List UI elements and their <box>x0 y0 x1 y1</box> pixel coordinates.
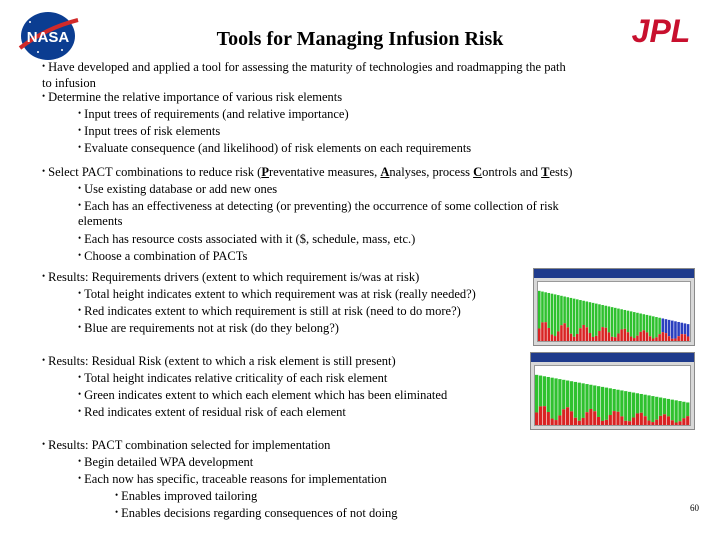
bar-segment <box>562 380 565 409</box>
bar-segment <box>605 388 608 420</box>
bar-segment <box>667 399 670 416</box>
bar-segment <box>593 411 596 425</box>
bullet-icon: • <box>42 355 46 365</box>
bar-segment <box>630 311 633 336</box>
bar-segment <box>624 391 627 421</box>
bullet-icon: • <box>78 372 82 382</box>
bar-segment <box>620 329 623 341</box>
bullet-icon: • <box>42 271 46 281</box>
bar-segment <box>647 395 650 420</box>
bar-segment <box>576 334 579 341</box>
bar-segment <box>608 332 611 341</box>
bar-segment <box>563 323 566 341</box>
bar-segment <box>682 418 685 425</box>
bar-segment <box>684 334 687 341</box>
bar-segment <box>551 294 554 335</box>
bar-segment <box>620 309 623 329</box>
bar-segment <box>628 392 631 421</box>
sub-sub-bullet: • Enables improved tailoring <box>115 489 258 503</box>
bar-segment <box>605 306 608 328</box>
bar-segment <box>582 383 585 418</box>
bar-segment <box>678 421 681 425</box>
bar-segment <box>674 321 677 338</box>
bar-segment <box>543 376 546 406</box>
bullet-residual-risk: • Results: Residual Risk (extent to which a risk element is still present) <box>42 354 396 368</box>
bar-segment <box>686 402 689 416</box>
bullet-pact: • Select PACT combinations to reduce risk (Preventative measures, Analyses, process Controls and Tests) <box>42 165 573 179</box>
bullet-icon: • <box>42 439 46 449</box>
bar-segment <box>658 334 661 341</box>
bar-segment <box>570 381 573 411</box>
bar-segment <box>554 294 557 336</box>
bar-segment <box>652 316 655 338</box>
bar-segment <box>613 389 616 411</box>
bar-segment <box>655 317 658 337</box>
bullet-requirements-drivers: • Results: Requirements drivers (extent to which requirement is/was at risk) <box>42 270 420 284</box>
bar-segment <box>570 411 573 425</box>
bar-segment <box>647 421 650 425</box>
requirements-drivers-screenshot <box>533 268 695 346</box>
sub-bullet: • Total height indicates extent to which requirement was at risk (really needed?) <box>78 287 476 301</box>
bar-segment <box>663 398 666 414</box>
bullet-icon: • <box>78 389 82 399</box>
bar-segment <box>567 327 570 341</box>
chart-area <box>537 281 691 342</box>
bar-segment <box>609 415 612 425</box>
bar-segment <box>633 338 636 341</box>
bar-segment <box>684 323 687 334</box>
bar-segment <box>639 314 642 332</box>
bar-segment <box>646 315 649 332</box>
bar-segment <box>598 331 601 341</box>
bullet-icon: • <box>78 142 82 152</box>
bar-segment <box>544 322 547 341</box>
bar-segment <box>595 304 598 336</box>
bar-segment <box>578 383 581 421</box>
bar-segment <box>605 420 608 425</box>
bar-segment <box>671 321 674 339</box>
bar-segment <box>677 322 680 336</box>
bar-segment <box>573 299 576 337</box>
sub-bullet: • Choose a combination of PACTs <box>78 249 248 263</box>
bar-segment <box>620 416 623 425</box>
sub-bullet: • Evaluate consequence (and likelihood) of risk elements on each requirements <box>78 141 472 155</box>
bar-segment <box>541 322 544 341</box>
bar-segment <box>620 390 623 416</box>
bar-segment <box>576 299 579 334</box>
bar-segment <box>547 412 550 425</box>
bar-segment <box>586 327 589 341</box>
bar-segment <box>589 302 592 333</box>
bar-segment <box>665 319 668 333</box>
bullet-icon: • <box>115 507 119 517</box>
bar-segment <box>589 409 592 425</box>
bullet-icon: • <box>78 250 82 260</box>
bar-segment <box>592 303 595 337</box>
window-titlebar <box>534 269 694 278</box>
bar-segment <box>548 293 551 328</box>
bar-segment <box>570 298 573 334</box>
bar-segment <box>677 336 680 341</box>
bullet-icon: • <box>115 490 119 500</box>
bar-segment <box>682 402 685 418</box>
bullet-icon: • <box>78 456 82 466</box>
bar-segment <box>624 310 627 329</box>
bar-segment <box>630 337 633 341</box>
bar-segment <box>557 295 560 331</box>
bar-segment <box>592 337 595 341</box>
bar-segment <box>639 332 642 341</box>
bar-segment <box>547 377 550 412</box>
bar-segment <box>582 325 585 341</box>
page-number: 60 <box>690 503 699 513</box>
bar-segment <box>585 412 588 425</box>
bar-segment <box>627 311 630 333</box>
bar-segment <box>662 332 665 341</box>
bullet-icon: • <box>78 200 82 210</box>
bullet-icon: • <box>78 473 82 483</box>
bar-segment <box>686 416 689 425</box>
bar-segment <box>560 296 563 325</box>
bar-segment <box>585 384 588 412</box>
bar-segment <box>659 398 662 416</box>
bar-segment <box>649 316 652 337</box>
sub-bullet: • Blue are requirements not at risk (do they belong?) <box>78 321 339 335</box>
bullet-icon: • <box>78 233 82 243</box>
bar-segment <box>597 386 600 417</box>
bar-segment <box>538 328 541 341</box>
bar-segment <box>658 318 661 334</box>
bar-segment <box>578 421 581 425</box>
bar-segment <box>644 395 647 417</box>
bar-segment <box>617 309 620 334</box>
bar-segment <box>671 400 674 421</box>
bullet-icon: • <box>78 108 82 118</box>
bar-segment <box>640 413 643 425</box>
bar-segment <box>558 379 561 415</box>
bar-segment <box>570 334 573 341</box>
bar-segment <box>560 325 563 341</box>
bar-segment <box>601 387 604 421</box>
slide-title: Tools for Managing Infusion Risk <box>216 28 504 50</box>
bar-segment <box>651 396 654 422</box>
bar-segment <box>573 337 576 341</box>
bar-segment <box>562 409 565 425</box>
bullet-icon: • <box>78 305 82 315</box>
sub-bullet: • Each now has specific, traceable reasons for implementation <box>78 472 387 486</box>
bar-segment <box>636 393 639 413</box>
bar-segment <box>544 292 547 322</box>
sub-bullet: • Red indicates extent of residual risk of each element <box>78 405 346 419</box>
bar-segment <box>632 393 635 418</box>
requirements-bars <box>538 282 690 341</box>
bar-segment <box>668 336 671 341</box>
bar-segment <box>652 339 655 341</box>
bar-segment <box>649 336 652 341</box>
bar-segment <box>616 412 619 425</box>
bullet-icon: • <box>78 183 82 193</box>
window-titlebar <box>531 353 694 362</box>
bar-segment <box>579 328 582 341</box>
bullet-icon: • <box>78 125 82 135</box>
bar-segment <box>678 401 681 421</box>
bar-segment <box>662 318 665 332</box>
bar-segment <box>566 381 569 408</box>
bar-segment <box>636 313 639 336</box>
bar-segment <box>554 336 557 341</box>
bar-segment <box>636 413 639 425</box>
bar-segment <box>663 414 666 425</box>
bar-segment <box>586 301 589 327</box>
bar-segment <box>554 378 557 420</box>
bar-segment <box>563 297 566 324</box>
bar-segment <box>681 334 684 341</box>
bar-segment <box>611 307 614 337</box>
bullet-pact-selected: • Results: PACT combination selected for implementation <box>42 438 331 452</box>
bar-segment <box>601 305 604 327</box>
bar-segment <box>633 312 636 338</box>
bar-segment <box>636 336 639 341</box>
bar-segment <box>548 328 551 341</box>
bar-segment <box>557 331 560 341</box>
bar-segment <box>601 327 604 341</box>
bar-segment <box>665 333 668 341</box>
bar-segment <box>589 333 592 341</box>
bar-segment <box>668 320 671 336</box>
nasa-logo-text: NASA <box>26 29 70 46</box>
bar-segment <box>566 407 569 425</box>
bar-segment <box>609 388 612 415</box>
bar-segment <box>687 324 690 336</box>
bar-segment <box>611 337 614 341</box>
bar-segment <box>614 337 617 341</box>
bar-segment <box>554 420 557 425</box>
sub-bullet: • Begin detailed WPA development <box>78 455 254 469</box>
bar-segment <box>582 418 585 425</box>
sub-bullet: • Each has an effectiveness at detecting (or preventing) the occurrence of some collection of risk <box>78 199 559 213</box>
bar-segment <box>655 420 658 425</box>
bullet-icon: • <box>42 166 46 176</box>
bar-segment <box>628 421 631 425</box>
bar-segment <box>541 292 544 323</box>
bar-segment <box>632 418 635 425</box>
bar-segment <box>535 375 538 413</box>
bar-segment <box>582 301 585 325</box>
bar-segment <box>627 332 630 341</box>
bar-segment <box>671 420 674 425</box>
bar-segment <box>644 416 647 425</box>
bar-segment <box>535 412 538 425</box>
bar-segment <box>597 417 600 425</box>
bar-segment <box>674 339 677 341</box>
bar-segment <box>643 314 646 330</box>
bar-segment <box>640 394 643 413</box>
bar-segment <box>595 336 598 341</box>
bullet-tool-line2: to infusion <box>42 76 96 90</box>
bar-segment <box>643 330 646 341</box>
bar-segment <box>608 306 611 332</box>
sub-sub-bullet: • Enables decisions regarding consequences of not doing <box>115 506 398 520</box>
bullet-icon: • <box>78 288 82 298</box>
sub-bullet: • Input trees of risk elements <box>78 124 221 138</box>
bar-segment <box>574 382 577 418</box>
bar-segment <box>551 335 554 341</box>
bar-segment <box>646 332 649 341</box>
bar-segment <box>624 329 627 341</box>
sub-bullet: • Total height indicates relative criticality of each risk element <box>78 371 388 385</box>
bar-segment <box>655 397 658 420</box>
bar-segment <box>539 406 542 425</box>
bar-segment <box>551 419 554 425</box>
sub-bullet: • Input trees of requirements (and relative importance) <box>78 107 349 121</box>
bar-segment <box>651 422 654 425</box>
bar-segment <box>589 385 592 409</box>
bar-segment <box>655 337 658 341</box>
bar-segment <box>598 304 601 331</box>
sub-bullet: • Use existing database or add new ones <box>78 182 278 196</box>
bullet-icon: • <box>42 61 46 71</box>
sub-bullet: • Red indicates extent to which requirement is still at risk (need to do more?) <box>78 304 461 318</box>
bar-segment <box>675 400 678 422</box>
bar-segment <box>617 334 620 341</box>
bar-segment <box>551 378 554 419</box>
bar-segment <box>593 385 596 411</box>
bullet-icon: • <box>78 322 82 332</box>
bullet-icon: • <box>78 406 82 416</box>
bar-segment <box>687 336 690 341</box>
bar-segment <box>675 423 678 425</box>
bar-segment <box>538 291 541 329</box>
bar-segment <box>558 415 561 425</box>
bar-segment <box>616 390 619 412</box>
bar-segment <box>671 339 674 341</box>
bar-segment <box>614 308 617 337</box>
bar-segment <box>601 421 604 425</box>
bar-segment <box>539 376 542 407</box>
sub-bullet: • Green indicates extent to which each element which has been eliminated <box>78 388 448 402</box>
bar-segment <box>574 418 577 425</box>
residual-risk-bars <box>535 366 690 425</box>
bar-segment <box>667 416 670 425</box>
bullet-importance: • Determine the relative importance of various risk elements <box>42 90 343 104</box>
sub-bullet: • Each has resource costs associated with it ($, schedule, mass, etc.) <box>78 232 416 246</box>
chart-area <box>534 365 691 426</box>
bar-segment <box>681 323 684 334</box>
bar-segment <box>543 406 546 425</box>
bar-segment <box>613 411 616 425</box>
bar-segment <box>605 328 608 341</box>
bar-segment <box>579 300 582 328</box>
bullet-icon: • <box>42 91 46 101</box>
bar-segment <box>624 421 627 425</box>
jpl-logo-text: JPL <box>631 14 691 48</box>
bullet-tool-line1: • Have developed and applied a tool for assessing the maturity of technologies and roadmapping the path <box>42 60 566 74</box>
residual-risk-screenshot <box>530 352 695 430</box>
sub-bullet-cont: elements <box>78 214 123 228</box>
bar-segment <box>659 416 662 425</box>
bar-segment <box>567 297 570 327</box>
